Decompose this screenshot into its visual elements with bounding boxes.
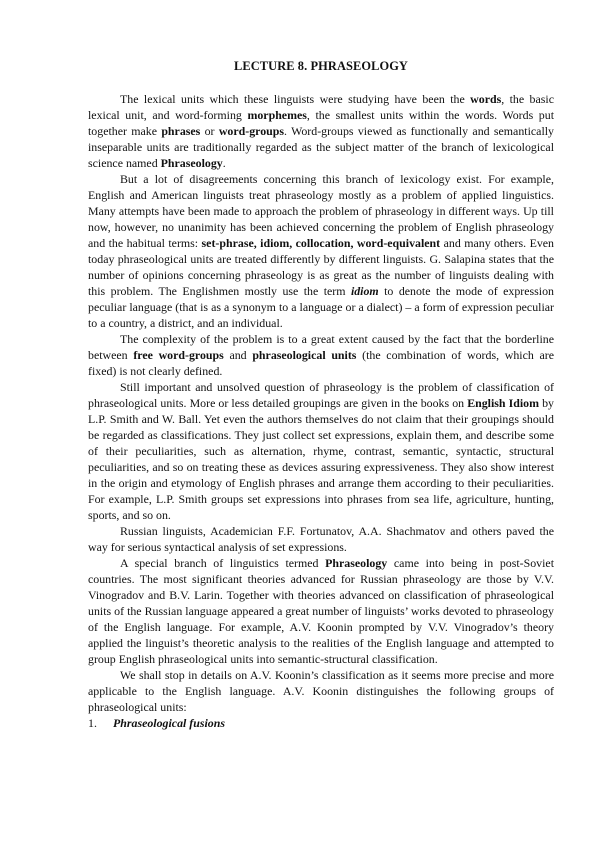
classification-list: [88, 715, 554, 731]
text-run: , the basic lexical unit, and word-forming: [88, 92, 554, 122]
paragraph: [88, 379, 554, 523]
body-text: [88, 91, 554, 715]
list-label: Phraseological fusions: [113, 716, 225, 730]
emphasized-term: free word-groups: [133, 348, 224, 362]
text-run: . Word-groups viewed as functionally and semantically inseparable units are traditionally regarded as the subject matter of the branch of lexicological science named: [88, 124, 554, 170]
emphasized-term: morphemes: [247, 108, 307, 122]
paragraph: [88, 331, 554, 379]
list-item: [88, 715, 554, 731]
text-run: (the combination of words, which are fixed) is not clearly defined.: [88, 348, 554, 378]
paragraph: [88, 667, 554, 715]
paragraph: [88, 171, 554, 331]
list-number: 1.: [88, 716, 97, 730]
text-run: The lexical units which these linguists were studying have been the: [120, 92, 471, 106]
emphasized-term: phraseological units: [252, 348, 357, 362]
text-run: and many others. Even today phraseological units are treated differently by different linguists. G. Salapina states that the number of opinions concerning phraseology is as great as the number of linguists dealing with this problem. The Englishmen mostly use the term: [88, 236, 555, 298]
text-run: .: [222, 156, 226, 170]
emphasized-term: Phraseology: [325, 556, 388, 570]
emphasized-term: Phraseology: [160, 156, 223, 170]
text-run: to denote the mode of expression peculiar language (that is as a synonym to a language or a dialect) – a form of expression peculiar to a country, a district, and an individual.: [88, 284, 554, 330]
emphasized-term: phrases: [161, 124, 201, 138]
emphasized-term: English Idiom: [467, 396, 539, 410]
emphasized-term: word-groups: [218, 124, 285, 138]
emphasized-term: idiom: [350, 284, 379, 298]
text-run: Russian linguists, Academician F.F. Fortunatov, A.A. Shachmatov and others paved the way for serious syntactical analysis of set expressions.: [88, 524, 554, 554]
text-run: We shall stop in details on A.V. Koonin’s classification as it seems more precise and more applicable to the English language. A.V. Koonin distinguishes the following groups of phraseological units:: [88, 668, 554, 714]
paragraph: [88, 523, 554, 555]
paragraph: [88, 555, 554, 667]
emphasized-term: set-phrase, idiom, collocation, word-equivalent: [201, 236, 441, 250]
text-run: The complexity of the problem is to a great extent caused by the fact that the borderline between: [88, 332, 554, 362]
text-run: Still important and unsolved question of phraseology is the problem of classification of phraseological units. More or less detailed groupings are given in the books on: [88, 380, 554, 410]
emphasized-term: words: [470, 92, 502, 106]
text-run: , the smallest units within the words. Words put together make: [88, 108, 554, 138]
page-title: LECTURE 8. PHRASEOLOGY: [234, 59, 408, 73]
document-page: [88, 58, 554, 731]
text-run: But a lot of disagreements concerning this branch of lexicology exist. For example, English and American linguists treat phraseology mostly as a problem of applied linguistics. Many attempts have been made to approach the problem of phraseology in different ways. Up till now, however, no unanimity has been achieved concerning the problem of English phraseology and the habitual terms:: [88, 172, 554, 250]
text-run: by L.P. Smith and W. Ball. Yet even the authors themselves do not claim that their groupings should be regarded as classifications. They just collect set expressions, explain them, and describe some of their peculiarities, such as alternation, rhyme, contrast, semantic, syntactic, structural peculiarities, and so on treating these as devices assuring expressiveness. They also show interest in the origin and etymology of English phrases and arrange them according to their peculiarities. For example, L.P. Smith groups set expressions into phrases from sea life, agriculture, hunting, sports, and so on.: [88, 396, 554, 522]
text-run: and: [223, 348, 253, 362]
text-run: or: [200, 124, 219, 138]
text-run: A special branch of linguistics termed: [120, 556, 326, 570]
paragraph: [88, 91, 554, 171]
text-run: came into being in post-Soviet countries. The most significant theories advanced for Russian phraseology are those by V.V. Vinogradov and B.V. Larin. Together with theories advanced on classification of phraseological units of the Russian language appeared a great number of linguists’ works devoted to phraseology of the English language. For example, A.V. Koonin prompted by V.V. Vinogradov’s theory applied the linguist’s theoretic analysis to the realities of the English language and attempted to group English phraseological units into semantic-structural classification.: [88, 556, 555, 666]
